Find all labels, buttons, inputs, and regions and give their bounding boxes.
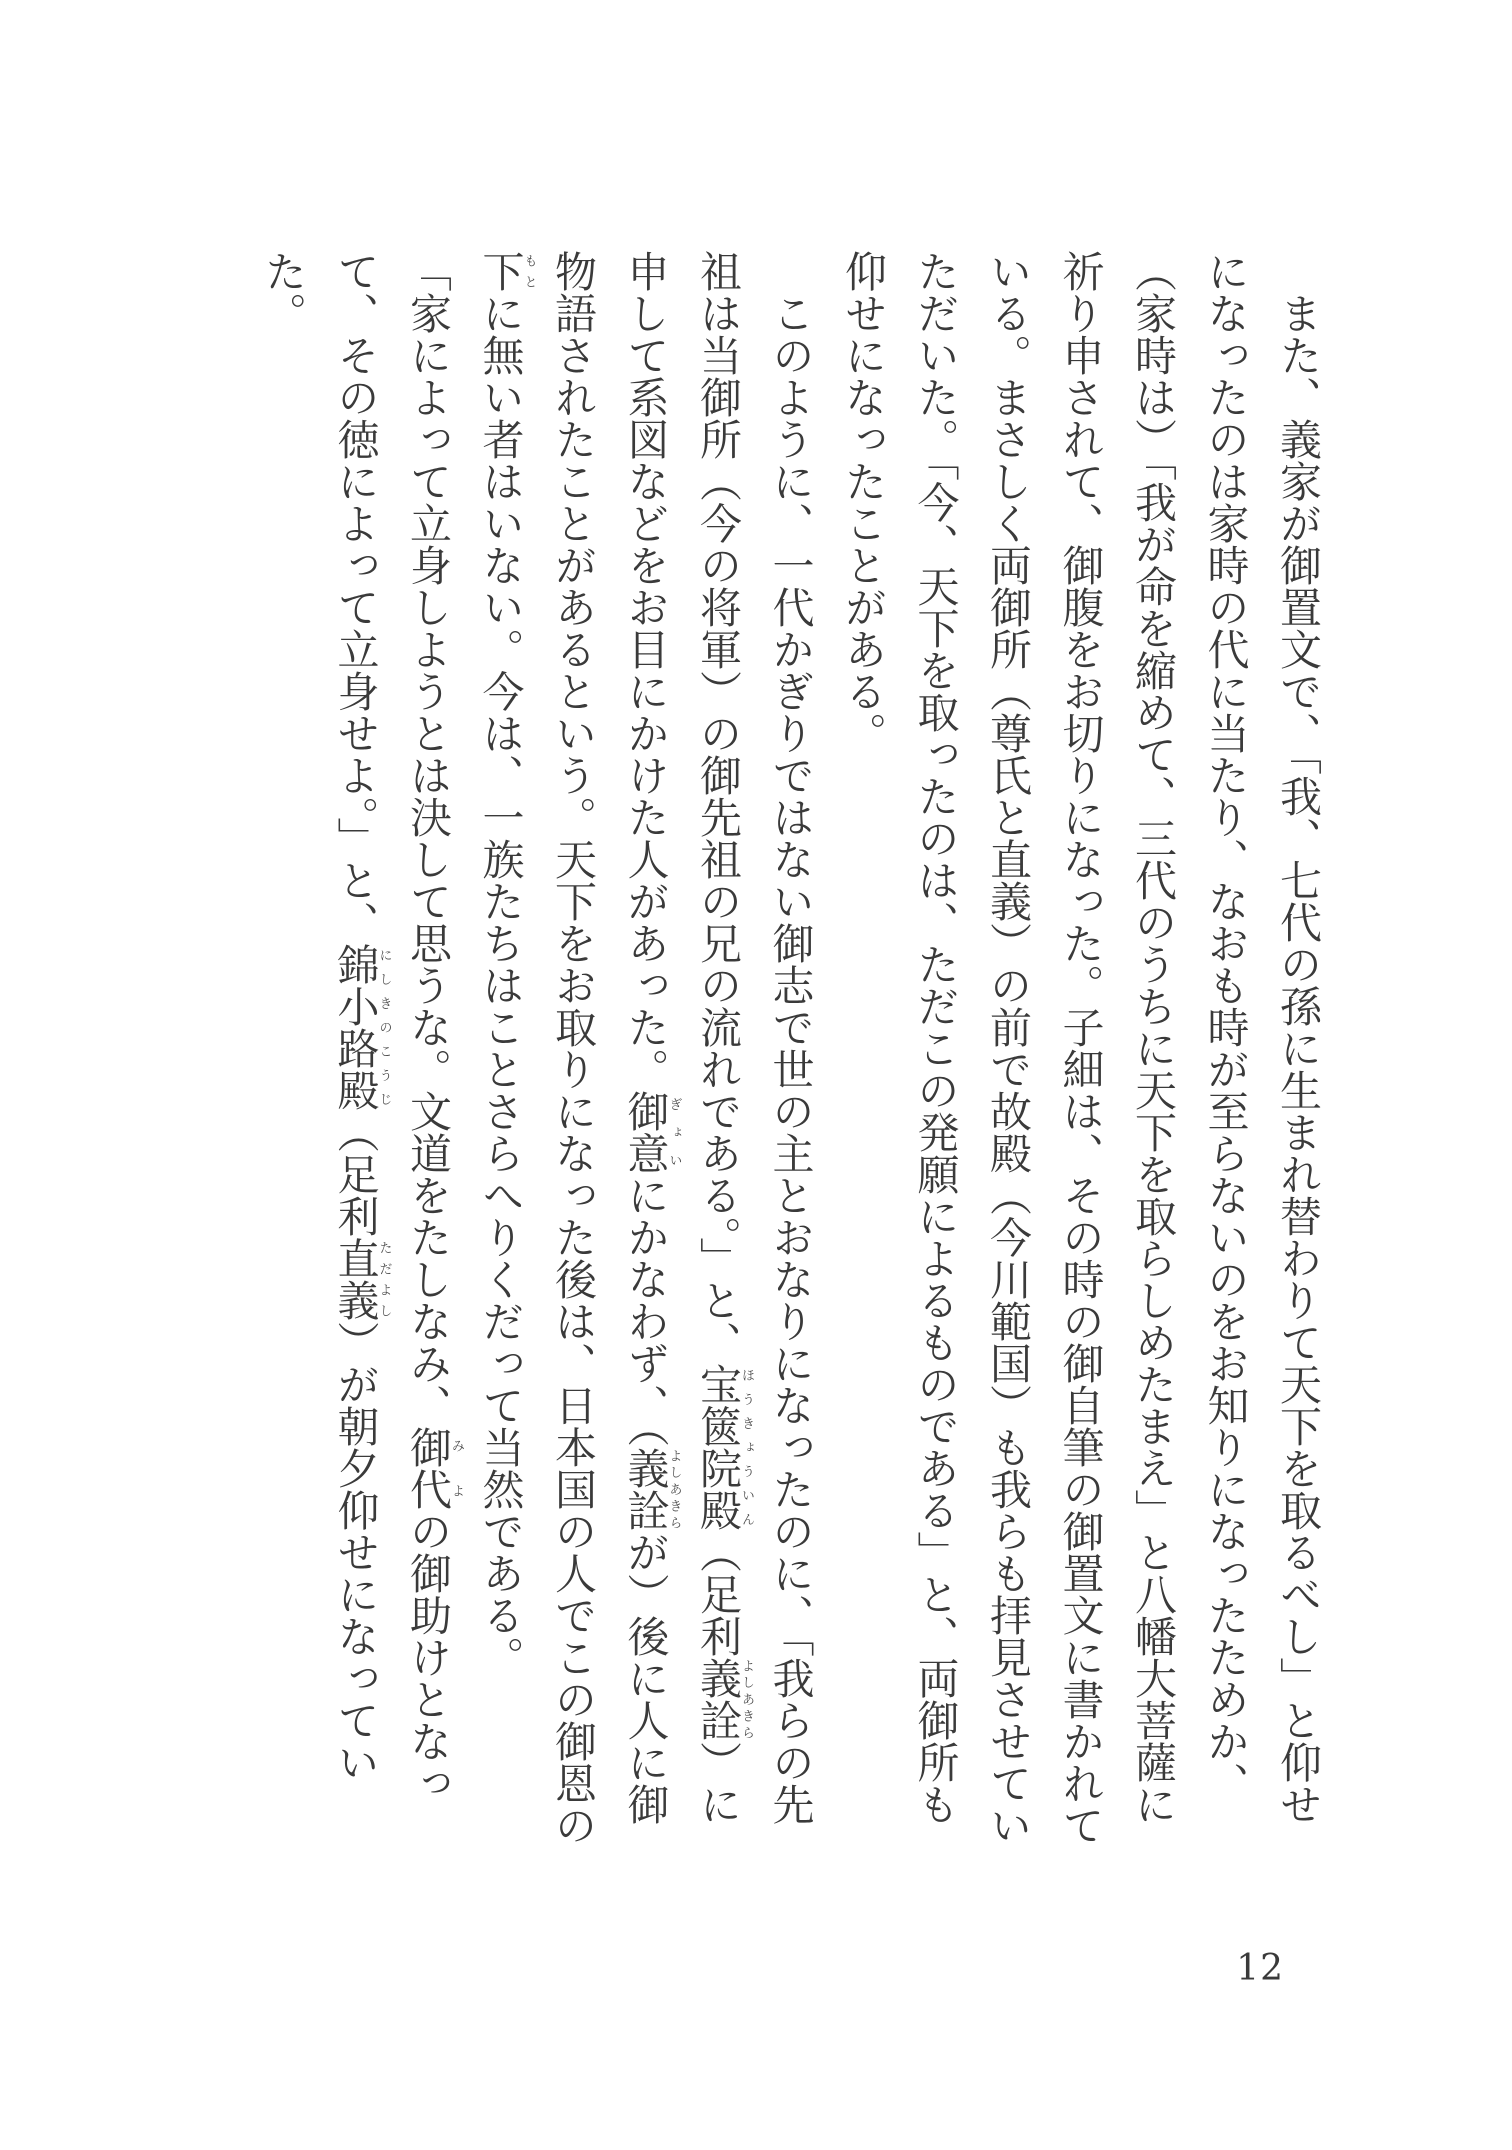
ruby-annotation [694, 1657, 754, 1741]
text-run: の御助けとなって、その徳によって立身せよ。」と、 [331, 250, 453, 1804]
ruby-annotation [621, 1447, 682, 1531]
ruby-annotation [476, 250, 537, 292]
ruby-base: 錦小路殿 [331, 943, 381, 1111]
ruby-reading: ただよし [376, 1237, 392, 1321]
ruby-annotation [331, 943, 392, 1111]
ruby-reading: よしあきら [739, 1657, 754, 1741]
ruby-base: 義詮 [694, 1657, 743, 1741]
ruby-base: 御代 [404, 1426, 453, 1510]
ruby-base: 宝篋院殿 [694, 1363, 743, 1531]
text-run: ）に申して系図などをお目にかけた人があった。 [621, 250, 743, 1825]
ruby-annotation [331, 1237, 392, 1321]
ruby-reading: ほうきょういん [739, 1363, 754, 1531]
ruby-reading: みよ [449, 1426, 464, 1510]
text-run: 「家によって立身しようとは決して思うな。文道をたしなみ、 [404, 250, 453, 1426]
ruby-reading: にしきのこうじ [376, 943, 392, 1111]
paragraph [827, 250, 1335, 1850]
ruby-annotation [404, 1426, 464, 1510]
text-run: ）が朝夕仰せになっていた。 [259, 250, 381, 1783]
ruby-base: 御意 [621, 1090, 671, 1174]
ruby-annotation [621, 1090, 682, 1174]
text-run: （足利 [331, 1111, 381, 1237]
ruby-reading: よしあきら [666, 1447, 682, 1531]
text-run: にかなわず、（ [621, 1174, 671, 1447]
ruby-reading: もと [521, 250, 537, 292]
vertical-text-body [164, 250, 1334, 1850]
ruby-base: 下 [476, 250, 526, 292]
ruby-base: 義詮 [621, 1447, 671, 1531]
text-run: が）後に人に御物語されたことがあるという。天下をお取りになった後は、日本国の人でこの御恩の [549, 250, 671, 1846]
text-run: に無い者はいない。今は、一族たちはことさらへりくだって当然である。 [476, 292, 526, 1678]
ruby-reading: ぎょい [666, 1090, 682, 1174]
page-number: 12 [1236, 1948, 1284, 1989]
ruby-annotation [694, 1363, 754, 1531]
text-run: このように、一代かぎりではない御志で世の主とおなりになったのに、「我らの先祖は当御所（今の将軍）の御先祖の兄の流れである。」と、 [694, 250, 816, 1825]
paragraph [247, 250, 465, 1850]
text-run: （足利 [694, 1531, 743, 1657]
text-run: また、義家が御置文で、「我、七代の孫に生まれ替わりて天下を取るべし」と仰せになったのは家時の代に当たり、なおも時が至らないのをお知りになったためか、（家時は）「我が命を縮めて、三代のうちに天下を取らしめたまえ」と八幡大菩薩に祈り申されて、御腹をお切りになった。子細は、その時の御自筆の御置文に書かれている。まさしく両御所（尊氏と直義）の前で故殿（今川範国）も我らも拝見させていただいた。「今、天下を取ったのは、ただこの発願によるものである」と、両御所も仰せになったことがある。 [839, 250, 1323, 1846]
paragraph [464, 250, 827, 1850]
ruby-base: 直義 [331, 1237, 381, 1321]
